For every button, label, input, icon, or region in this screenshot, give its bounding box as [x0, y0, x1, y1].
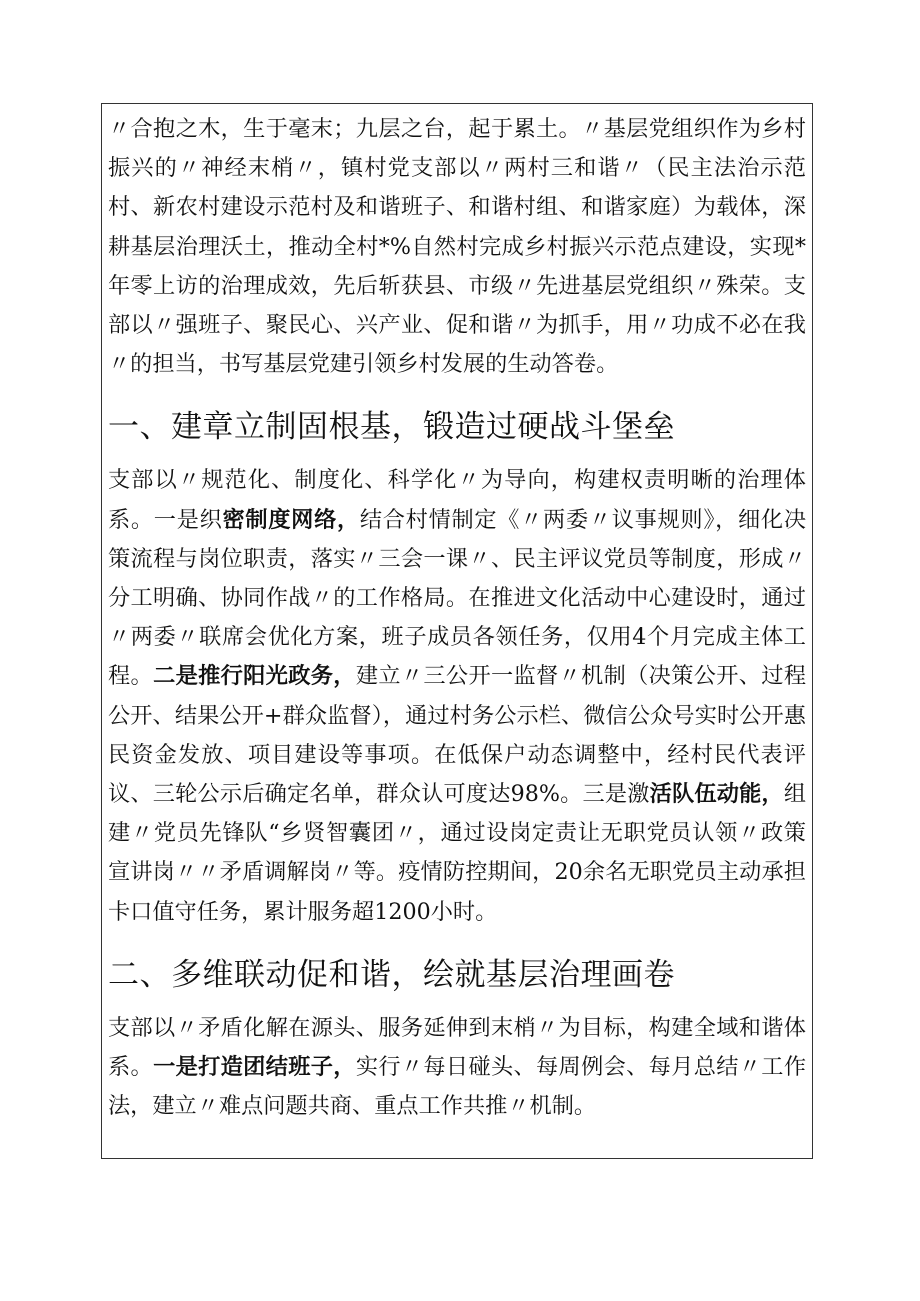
section-one-text-1: 支部以〃规范化、制度化、科学化〃为导向，构建权责明晰的治理体系。一是织 [108, 467, 806, 533]
section-two-text-2: 实行〃每日碰头、每周例会、每月总结〃工作法，建立〃难点问题共商、重点工作共推〃机制。 [108, 1054, 807, 1120]
section-two-bold-1: 一是打造团结班子， [153, 1054, 356, 1081]
intro-paragraph: 〃合抱之木，生于毫末；九层之台，起于累土。〃基层党组织作为乡村振兴的〃神经末梢〃，镇村党支部以〃两村三和谐〃（民主法治示范村、新农村建设示范村及和谐班子、和谐村组、和谐家庭）为载体，深耕基层治理沃土，推动全村*%自然村完成乡村振兴示范点建设，实现*年零上访的治理成效，先后斩获县、市级〃先进基层党组织〃殊荣。支部以〃强班子、聚民心、兴产业、促和谐〃为抓手，用〃功成不必在我〃的担当，书写基层党建引领乡村发展的生动答卷。 [108, 116, 806, 378]
section-two-paragraph [108, 1009, 806, 1127]
section-one-text-3: 建立〃三公开一监督〃机制（决策公开、过程公开、结果公开+群众监督），通过村务公示栏、微信公众号实时公开惠民资金发放、项目建设等事项。在低保户动态调整中，经村民代表评议、三轮公示后确定名单，群众认可度达98%。三是激 [108, 663, 807, 808]
section-one-text-4: 组建〃党员先锋队“乡贤智囊团〃，通过设岗定责让无职党员认领〃政策宣讲岗〃〃矛盾调解岗〃等。疫情防控期间，20余名无职党员主动承担卡口值守任务，累计服务超1200小时。 [108, 781, 806, 925]
section-two-text-1: 支部以〃矛盾化解在源头、服务延伸到末梢〃为目标，构建全域和谐体系。 [108, 1014, 806, 1081]
document-frame [101, 103, 813, 1159]
section-two-heading: 二、多维联动促和谐，绘就基层治理画卷 [108, 956, 675, 993]
section-one-text-2: 结合村情制定《〃两委〃议事规则》，细化决策流程与岗位职责，落实〃三会一课〃、民主评议党员等制度，形成〃分工明确、协同作战〃的工作格局。在推进文化活动中心建设时，通过〃两委〃联席会优化方案，班子成员各领任务，仅用4个月完成主体工程。 [108, 506, 807, 690]
section-one-bold-1: 密制度网络， [222, 506, 360, 533]
section-one-bold-2: 二是推行阳光政务， [153, 663, 356, 690]
section-one-bold-3: 活队伍动能， [649, 781, 784, 808]
section-one-heading: 一、建章立制固根基，锻造过硬战斗堡垒 [108, 409, 675, 446]
section-one-paragraph [108, 461, 806, 931]
